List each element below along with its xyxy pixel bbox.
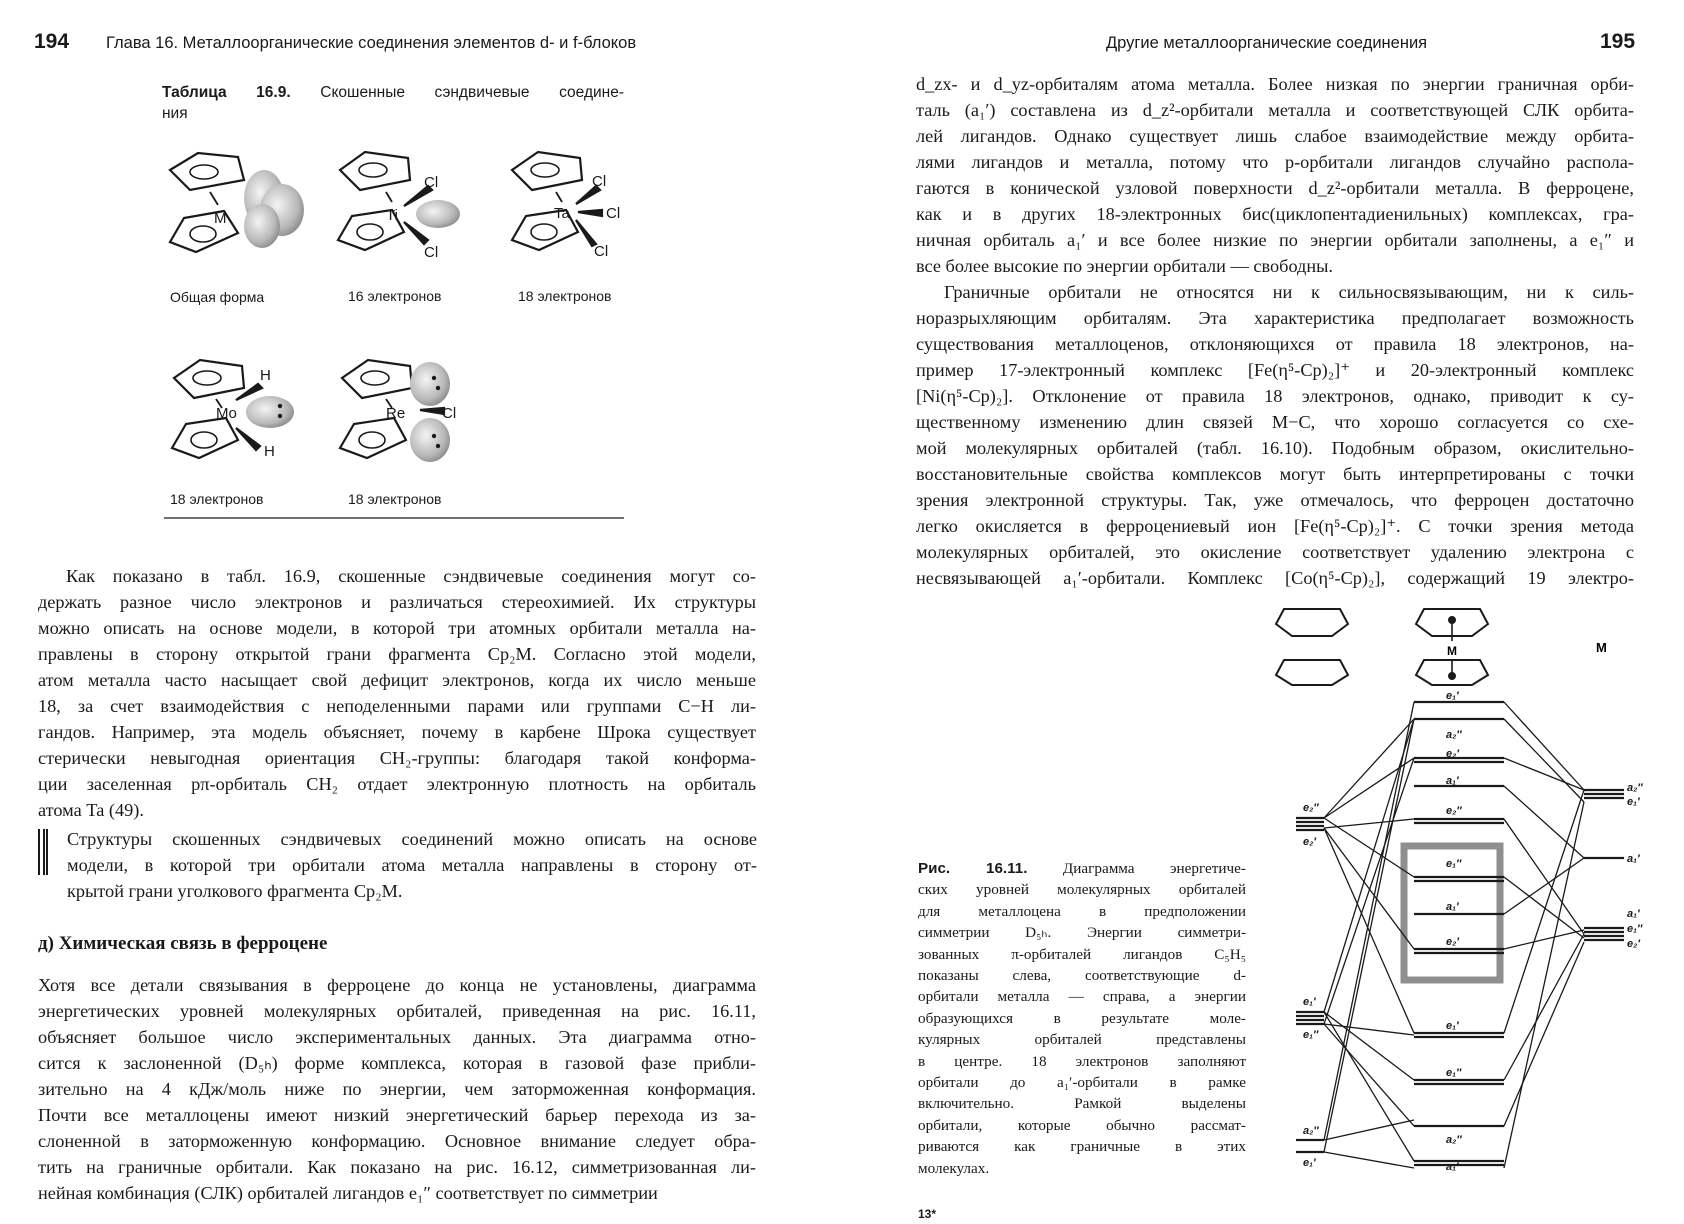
text-line: несвязывающей a₁′-орбитали. Комплекс [Co(η⁵-Cp)₂], содержащий 19 электро- [916, 568, 1634, 588]
text-line: все более высокие по энергии орбитали — свободны. [916, 256, 1333, 276]
orbital-label: e₁″ [1446, 1067, 1462, 1079]
orbital-label: a₁′ [1446, 1161, 1459, 1173]
molecule-label: 16 электронов [348, 288, 442, 304]
text-line: гандов. Например, эта модель объясняет, почему в карбене Шрока существует [38, 722, 756, 742]
caption-line: Рис. 16.11. Диаграмма энергетиче- [918, 860, 1246, 877]
caption-line: риваются как граничные в этих [918, 1138, 1246, 1156]
ligand-symbol: Cl [424, 244, 439, 261]
orbital-label: e₁′ [1446, 1020, 1459, 1032]
caption-line: орбитали металла — справа, а энергии [918, 988, 1246, 1006]
orbital-label: e₁″ [1627, 923, 1643, 935]
caption-line: зованных π-орбиталей лигандов C₅H₅ [918, 945, 1246, 963]
text-line: зительно на 4 кДж/моль ниже по энергии, чем заторможенная конформация. [38, 1079, 756, 1099]
orbital-label: e₁′ [1446, 690, 1459, 702]
orbital-label: a₂″ [1303, 1125, 1319, 1137]
figure-caption-label: Рис. 16.11. [918, 860, 1028, 877]
text-line: Как показано в табл. 16.9, скошенные сэндвичевые соединения могут со- [66, 566, 756, 586]
molecule-ti [338, 152, 460, 250]
orbital-label: e₂′ [1303, 836, 1316, 848]
text-line: модели, в которой три орбитали атома металла направлены в сторону от- [67, 855, 757, 875]
table-caption-label: Таблица 16.9. [162, 84, 291, 101]
mo-diagram [842, 0, 1684, 1224]
molecule-general [170, 153, 304, 252]
subheading: д) Химическая связь в ферроцене [38, 933, 328, 954]
text-line: ничная орбиталь a₁′ и все более низкие по энергии орбитали заполнены, а e₁″ и [916, 230, 1634, 250]
text-line: атома Ta (49). [38, 800, 144, 820]
summary-marker [38, 829, 45, 875]
text-line: Хотя все детали связывания в ферроцене до конца не установлены, диаграмма [38, 975, 756, 995]
text-line: d_zx- и d_yz-орбиталям атома металла. Более низкая по энергии граничная орби- [916, 74, 1634, 94]
text-line: таль (a₁′) составлена из d_z²-орбитали металла и соответствующей СЛК орбита- [916, 100, 1634, 120]
orbital-label: e₂′ [1446, 748, 1459, 760]
text-line: крытой грани уголкового фрагмента Cp₂M. [67, 881, 403, 901]
metal-symbol: Ti [386, 207, 398, 224]
text-line: как и в других 18-электронных бис(циклопентадиенильных) комплексах, гра- [916, 204, 1634, 224]
caption-line: для металлоцена в предположении [918, 902, 1246, 920]
table-caption-line: Таблица 16.9. Скошенные сэндвичевые соедине- [162, 84, 625, 101]
cp-ring-icon [1276, 660, 1348, 685]
summary-marker [46, 829, 48, 875]
caption-line: орбитали, которые обычно рассмат- [918, 1116, 1246, 1134]
orbital-label: a₁′ [1446, 901, 1459, 913]
paragraph [38, 563, 756, 823]
orbital-label: e₁′ [1303, 996, 1316, 1008]
text-line: энергетических уровней молекулярных орбиталей, приведенная на рис. 16.11, [38, 1001, 756, 1021]
caption-line: в центре. 18 электронов заполняют [918, 1052, 1246, 1070]
metal-symbol: Re [386, 405, 406, 422]
orbital-label: e₂″ [1446, 805, 1462, 817]
molecule-label: 18 электронов [518, 288, 612, 304]
caption-line: орбитали до a₁′-орбитали в рамке [918, 1074, 1246, 1092]
text-line: пример 17-электронный комплекс [Fe(η⁵-Cp)₂]⁺ и 20-электронный комплекс [916, 360, 1634, 380]
running-head: Другие металлоорганические соединения [1106, 34, 1428, 52]
orbital-label: a₁′ [1446, 775, 1459, 787]
text-line: держать разное число электронов и различаться стереохимией. Их структуры [38, 592, 756, 612]
metal-symbol: M [214, 210, 227, 227]
text-line: сится к заслоненной (D₅ₕ) форме комплекса, которая в газовой фазе прибли- [38, 1053, 756, 1073]
orbital-label: e₂′ [1627, 938, 1640, 950]
text-line: тить на граничные орбитали. Как показано на рис. 16.12, симметризованная ли- [38, 1157, 756, 1177]
orbital-label: e₁″ [1446, 858, 1462, 870]
caption-line: образующихся в результате моле- [918, 1009, 1246, 1027]
orbital-label: e₂′ [1446, 936, 1459, 948]
text-line: молекулярных орбиталей, это окисление соответствует удалению электрона с [916, 542, 1634, 562]
text-line: можно описать на основе модели, в которой три атомных орбитали металла на- [38, 618, 756, 638]
orbital-label: e₁′ [1303, 1157, 1316, 1169]
table-structures [0, 0, 842, 540]
ligand-symbol: Cl [442, 405, 457, 422]
text-line: нейная комбинация (СЛК) орбиталей лигандов e₁″ соответствует по симметрии [38, 1183, 658, 1203]
text-line: мой молекулярных орбиталей (табл. 16.10). Подобным образом, окислительно- [916, 438, 1634, 458]
page-number: 194 [34, 30, 70, 53]
ligand-symbol: H [260, 367, 271, 384]
ligand-symbol: H [264, 443, 275, 460]
text-line: атом металла часто насыщает свой дефицит электронов, когда их число меньше [38, 670, 756, 690]
molecule-label: 18 электронов [170, 491, 264, 507]
molecule-label: 18 электронов [348, 491, 442, 507]
ligand-symbol: Cl [594, 243, 609, 260]
metal-symbol: Mo [216, 405, 237, 422]
caption-line: включительно. Рамкой выделены [918, 1095, 1246, 1113]
text-line: ции заселенная pπ-орбиталь CH₂ отдает электронную плотность на орбиталь [38, 774, 756, 794]
orbital-label: e₁″ [1303, 1029, 1319, 1041]
text-line: существования металлоценов, отклоняющихся от правила 18 электронов, на- [916, 334, 1634, 354]
caption-line: показаны слева, соответствующие d- [918, 967, 1246, 985]
caption-line: кулярных орбиталей представлены [918, 1031, 1246, 1049]
table-caption-line: ния [162, 105, 188, 122]
text-line: [Ni(η⁵-Cp)₂]. Отклонение от правила 18 электронов, однако, приводит к су- [916, 386, 1634, 406]
text-line: 18, за счет взаимодействия с неподеленными парами или группами C−H ли- [38, 696, 756, 716]
text-line: объясняет большое число экспериментальных данных. Эта диаграмма отно- [38, 1027, 756, 1047]
caption-line: молекулах. [918, 1159, 990, 1177]
page-number: 195 [1600, 30, 1636, 53]
orbital-label: e₂″ [1303, 802, 1319, 814]
summary [67, 826, 757, 904]
text-line: Почти все металлоцены имеют низкий энергетический барьер перехода из за- [38, 1105, 756, 1125]
text-line: норазрыхляющим орбиталям. Эта характеристика предполагает возможность [916, 308, 1634, 328]
text-line: слоненной в заторможенную конформацию. Основное внимание следует обра- [38, 1131, 756, 1151]
text-line: восстановительные свойства комплексов могут быть интерпретированы с точки [916, 464, 1634, 484]
ligand-symbol: Cl [424, 174, 439, 191]
paragraph [38, 972, 756, 1206]
running-head: Глава 16. Металлоорганические соединения элементов d- и f-блоков [106, 34, 637, 52]
text-line: лями лигандов и металла, потому что p-орбитали лигандов случайно распола- [916, 152, 1634, 172]
molecule-label: Общая форма [170, 289, 265, 305]
metal-symbol: Ta [554, 205, 570, 222]
metal-label: M [1447, 644, 1457, 658]
signature-mark: 13* [918, 1207, 937, 1221]
metal-label: M [1596, 640, 1607, 655]
text-line: Структуры скошенных сэндвичевых соединений можно описать на основе [67, 829, 757, 849]
text-line: легко окисляется в ферроцениевый ион [Fe(η⁵-Cp)₂]⁺. С точки зрения метода [916, 516, 1634, 536]
caption-line: симметрии D₅ₕ. Энергии симметри- [918, 924, 1246, 942]
cp-ring-icon [1276, 609, 1348, 636]
orbital-label: a₂″ [1446, 729, 1462, 741]
molecule-ta [512, 152, 602, 250]
text-line: лей лигандов. Однако существует лишь слабое взаимодействие между орбита- [916, 126, 1634, 146]
ligand-symbol: Cl [592, 173, 607, 190]
ligand-symbol: Cl [606, 205, 621, 222]
orbital-label: a₁′ [1627, 908, 1640, 920]
orbital-label: a₂″ [1627, 782, 1643, 794]
right-page [842, 0, 1684, 1224]
text-line: стерически невыгодная ориентация CH₂-группы: благодаря такой конформа- [38, 748, 756, 768]
orbital-label: a₁′ [1627, 853, 1640, 865]
text-line: правлены в сторону открытой грани фрагмента Cp₂M. Согласно этой модели, [38, 644, 756, 664]
caption-line: ских уровней молекулярных орбиталей [918, 881, 1246, 899]
orbital-label: e₁′ [1627, 796, 1640, 808]
text-line: зрения электронной структуры. Так, уже отмечалось, что ферроцен достаточно [916, 490, 1634, 510]
text-line: щественному изменению длин связей M−C, что хорошо согласуется со схе- [916, 412, 1634, 432]
text-line: гаются в конической узловой поверхности d_z²-орбитали металла. В ферроцене, [916, 178, 1634, 198]
text-line: Граничные орбитали не относятся ни к сильносвязывающим, ни к силь- [944, 282, 1634, 302]
orbital-label: a₂″ [1446, 1134, 1462, 1146]
